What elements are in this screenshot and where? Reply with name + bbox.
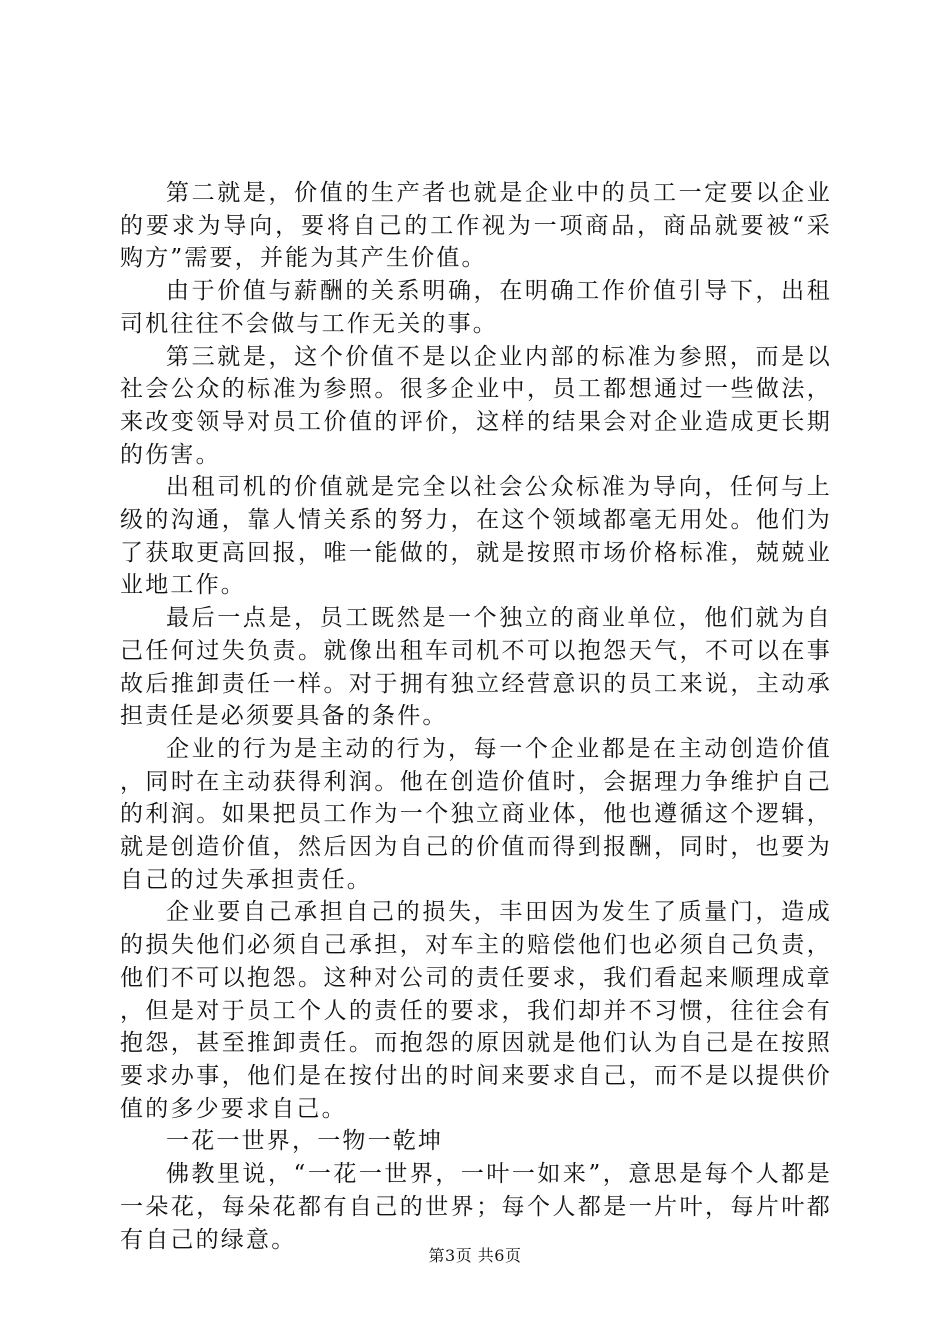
paragraph-1: 第二就是，价值的生产者也就是企业中的员工一定要以企业的要求为导向，要将自己的工作视为一项商品，商品就要被“采购方”需要，并能为其产生价值。 bbox=[120, 180, 832, 272]
paragraph-3: 第三就是，这个价值不是以企业内部的标准为参照，而是以社会公众的标准为参照。很多企业中，员工都想通过一些做法，来改变领导对员工价值的评价，这样的结果会对企业造成更长期的伤害。 bbox=[120, 343, 832, 468]
section-heading: 一花一世界，一物一乾坤 bbox=[166, 1128, 444, 1155]
document-body bbox=[120, 177, 832, 1256]
paragraph-6: 企业的行为是主动的行为，每一个企业都是在主动创造价值，同时在主动获得利润。他在创造价值时，会据理力争维护自己的利润。如果把员工作为一个独立商业体，他也遵循这个逻辑，就是创造价值，然后因为自己的价值而得到报酬，同时，也要为自己的过失承担责任。 bbox=[120, 735, 832, 893]
page-number-footer: 第3页 共6页 bbox=[428, 1246, 522, 1265]
paragraph-7: 企业要自己承担自己的损失，丰田因为发生了质量门，造成的损失他们必须自己承担，对车主的赔偿他们也必须自己负责，他们不可以抱怨。这种对公司的责任要求，我们看起来顺理成章，但是对于员工个人的责任的要求，我们却并不习惯，往往会有抱怨，甚至推卸责任。而抱怨的原因就是他们认为自己是在按照要求办事，他们是在按付出的时间来要求自己，而不是以提供价值的多少要求自己。 bbox=[120, 899, 832, 1122]
paragraph-8: 佛教里说，“一花一世界，一叶一如来”，意思是每个人都是一朵花，每朵花都有自己的世界；每个人都是一片叶，每片叶都有自己的绿意。 bbox=[120, 1161, 832, 1253]
paragraph-5: 最后一点是，员工既然是一个独立的商业单位，他们就为自己任何过失负责。就像出租车司机不可以抱怨天气，不可以在事故后推卸责任一样。对于拥有独立经营意识的员工来说，主动承担责任是必须要具备的条件。 bbox=[120, 605, 832, 730]
paragraph-2: 由于价值与薪酬的关系明确，在明确工作价值引导下，出租司机往往不会做与工作无关的事。 bbox=[120, 278, 832, 337]
paragraph-4: 出租司机的价值就是完全以社会公众标准为导向，任何与上级的沟通，靠人情关系的努力，在这个领域都毫无用处。他们为了获取更高回报，唯一能做的，就是按照市场价格标准，兢兢业业地工作。 bbox=[120, 474, 832, 599]
